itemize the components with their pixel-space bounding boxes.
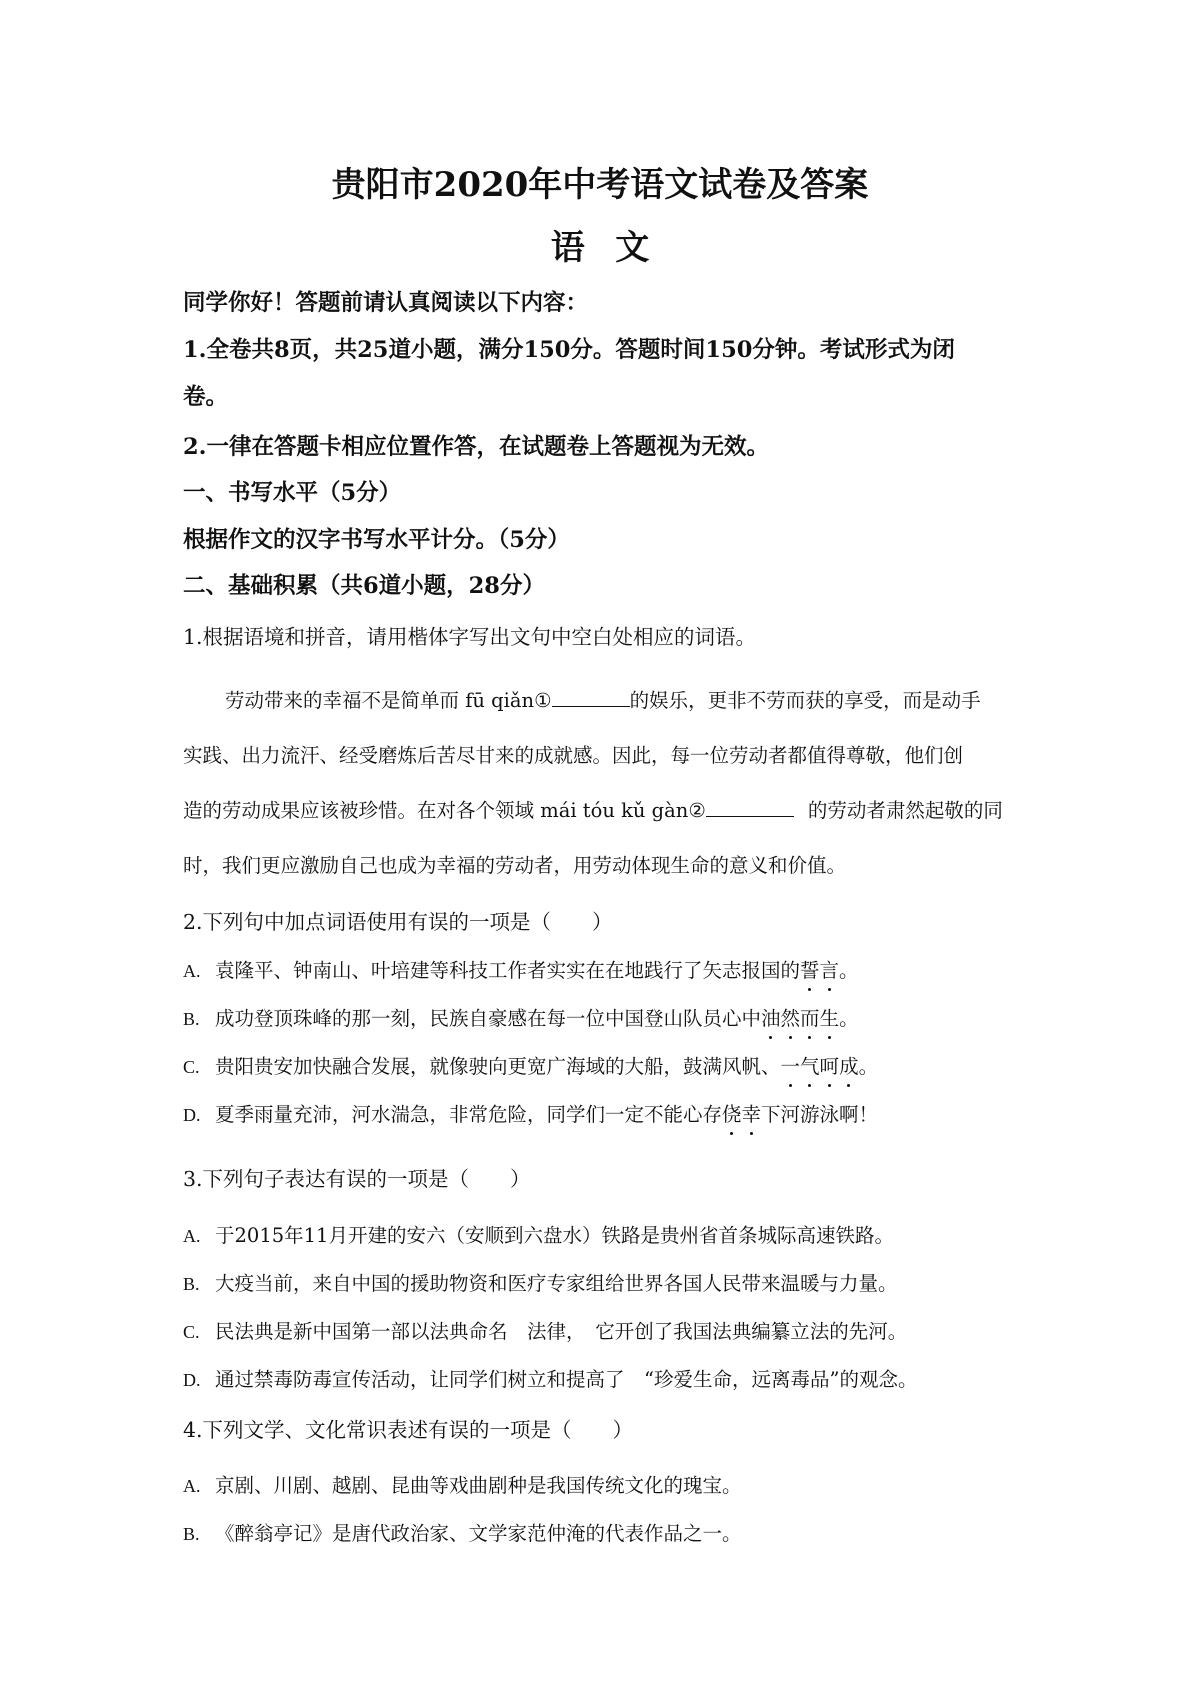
section-1-heading: 一、书写水平（5分） xyxy=(183,480,402,506)
option-letter: C. xyxy=(183,1322,200,1342)
q2-prompt: 2.下列句中加点词语使用有误的一项是（ ） xyxy=(183,910,613,934)
dotted-word xyxy=(781,1055,859,1078)
q4-prompt: 4.下列文学、文化常识表述有误的一项是（ ） xyxy=(183,1418,634,1442)
q3-option-a xyxy=(183,1220,894,1248)
dotted-word xyxy=(800,959,839,982)
q3-prompt: 3.下列句子表达有误的一项是（ ） xyxy=(183,1167,531,1191)
notice-greeting: 同学你好！答题前请认真阅读以下内容： xyxy=(183,290,589,316)
q1-prompt: 1.根据语境和拼音，请用楷体字写出文句中空白处相应的词语。 xyxy=(183,625,757,649)
emphasis-char: 生 xyxy=(819,1007,840,1030)
option-text: 于2015年11月开建的安六（安顺到六盘水）铁路是贵州省首条城际高速铁路。 xyxy=(215,1224,894,1247)
q1-passage-text: 的劳动者肃然起敬的同 xyxy=(807,799,1003,822)
q4-option-a xyxy=(183,1470,742,1498)
option-letter: D. xyxy=(183,1370,201,1390)
emphasis-char: 而 xyxy=(800,1007,820,1030)
option-letter: A. xyxy=(183,1476,201,1496)
option-text: 贵阳贵安加快融合发展，就像驶向更宽广海域的大船，鼓满风帆、 xyxy=(215,1055,781,1078)
option-text: 夏季雨量充沛，河水湍急，非常危险，同学们一定不能心存 xyxy=(215,1103,723,1126)
q1-passage-line-2: 实践、出力流汗、经受磨炼后苦尽甘来的成就感。因此，每一位劳动者都值得尊敬，他们创 xyxy=(183,744,964,767)
q4-option-b xyxy=(183,1518,742,1546)
option-text: 大疫当前，来自中国的援助物资和医疗专家组给世界各国人民带来温暖与力量。 xyxy=(215,1272,898,1295)
q3-option-d xyxy=(183,1364,917,1392)
option-text: 袁隆平、钟南山、叶培建等科技工作者实实在在地践行了矢志报国的 xyxy=(215,959,801,982)
dotted-word xyxy=(722,1103,761,1126)
option-text: 《醉翁亭记》是唐代政治家、文学家范仲淹的代表作品之一。 xyxy=(215,1522,742,1545)
option-text: 。 xyxy=(839,1007,859,1030)
answer-blank-2 xyxy=(706,796,794,817)
option-text: 民法典是新中国第一部以法典命名 法律， 它开创了我国法典编纂立法的先河。 xyxy=(215,1320,908,1343)
q2-option-a xyxy=(183,955,859,983)
option-letter: B. xyxy=(183,1009,200,1029)
page-title: 贵阳市2020年中考语文试卷及答案 xyxy=(331,165,869,205)
q1-passage-line-3 xyxy=(183,795,1003,823)
q1-passage-text: 的娱乐，更非不劳而获的享受，而是动手 xyxy=(629,689,981,712)
emphasis-char: 油 xyxy=(761,1007,781,1030)
option-text: 京剧、川剧、越剧、昆曲等戏曲剧种是我国传统文化的瑰宝。 xyxy=(215,1474,742,1497)
option-text: 通过禁毒防毒宣传活动，让同学们树立和提高了 “珍爱生命，远离毒品”的观念。 xyxy=(215,1368,918,1391)
section-1-text: 根据作文的汉字书写水平计分。（5分） xyxy=(183,527,570,553)
notice-item-1: 1.全卷共8页，共25道小题，满分150分。答题时间150分钟。考试形式为闭 xyxy=(183,337,955,363)
q3-option-b xyxy=(183,1268,898,1296)
section-2-heading: 二、基础积累（共6道小题，28分） xyxy=(183,573,545,599)
option-text: 。 xyxy=(858,1055,879,1078)
subject-title: 语文 xyxy=(550,228,680,268)
emphasis-char: 一 xyxy=(780,1055,801,1078)
emphasis-char: 呵 xyxy=(819,1055,840,1078)
emphasis-char: 成 xyxy=(839,1055,859,1078)
answer-blank-1 xyxy=(552,686,630,707)
q2-option-c xyxy=(183,1051,878,1079)
option-letter: B. xyxy=(183,1274,200,1294)
option-letter: D. xyxy=(183,1105,201,1125)
emphasis-char: 言 xyxy=(819,959,840,982)
emphasis-char: 侥 xyxy=(722,1103,742,1126)
notice-item-1-cont: 卷。 xyxy=(183,384,229,410)
option-letter: A. xyxy=(183,961,201,981)
option-text: 成功登顶珠峰的那一刻，民族自豪感在每一位中国登山队员心中 xyxy=(215,1007,762,1030)
q1-passage-text: 劳动带来的幸福不是简单而 fū qiǎn① xyxy=(225,689,552,712)
dotted-word xyxy=(761,1007,839,1030)
emphasis-char: 誓 xyxy=(800,959,820,982)
emphasis-char: 气 xyxy=(800,1055,820,1078)
q2-option-b xyxy=(183,1003,859,1031)
option-letter: A. xyxy=(183,1226,201,1246)
q3-option-c xyxy=(183,1316,907,1344)
option-text: 。 xyxy=(839,959,859,982)
option-text: 下河游泳啊！ xyxy=(761,1103,879,1126)
emphasis-char: 幸 xyxy=(741,1103,762,1126)
notice-item-2: 2.一律在答题卡相应位置作答，在试题卷上答题视为无效。 xyxy=(183,434,769,460)
option-letter: B. xyxy=(183,1524,200,1544)
q1-passage-line-1 xyxy=(225,685,981,713)
q1-passage-line-4: 时，我们更应激励自己也成为幸福的劳动者，用劳动体现生命的意义和价值。 xyxy=(183,854,847,877)
emphasis-char: 然 xyxy=(780,1007,801,1030)
option-letter: C. xyxy=(183,1057,200,1077)
q1-passage-text: 造的劳动成果应该被珍惜。在对各个领域 mái tóu kǔ gàn② xyxy=(183,799,706,822)
q2-option-d xyxy=(183,1099,878,1127)
